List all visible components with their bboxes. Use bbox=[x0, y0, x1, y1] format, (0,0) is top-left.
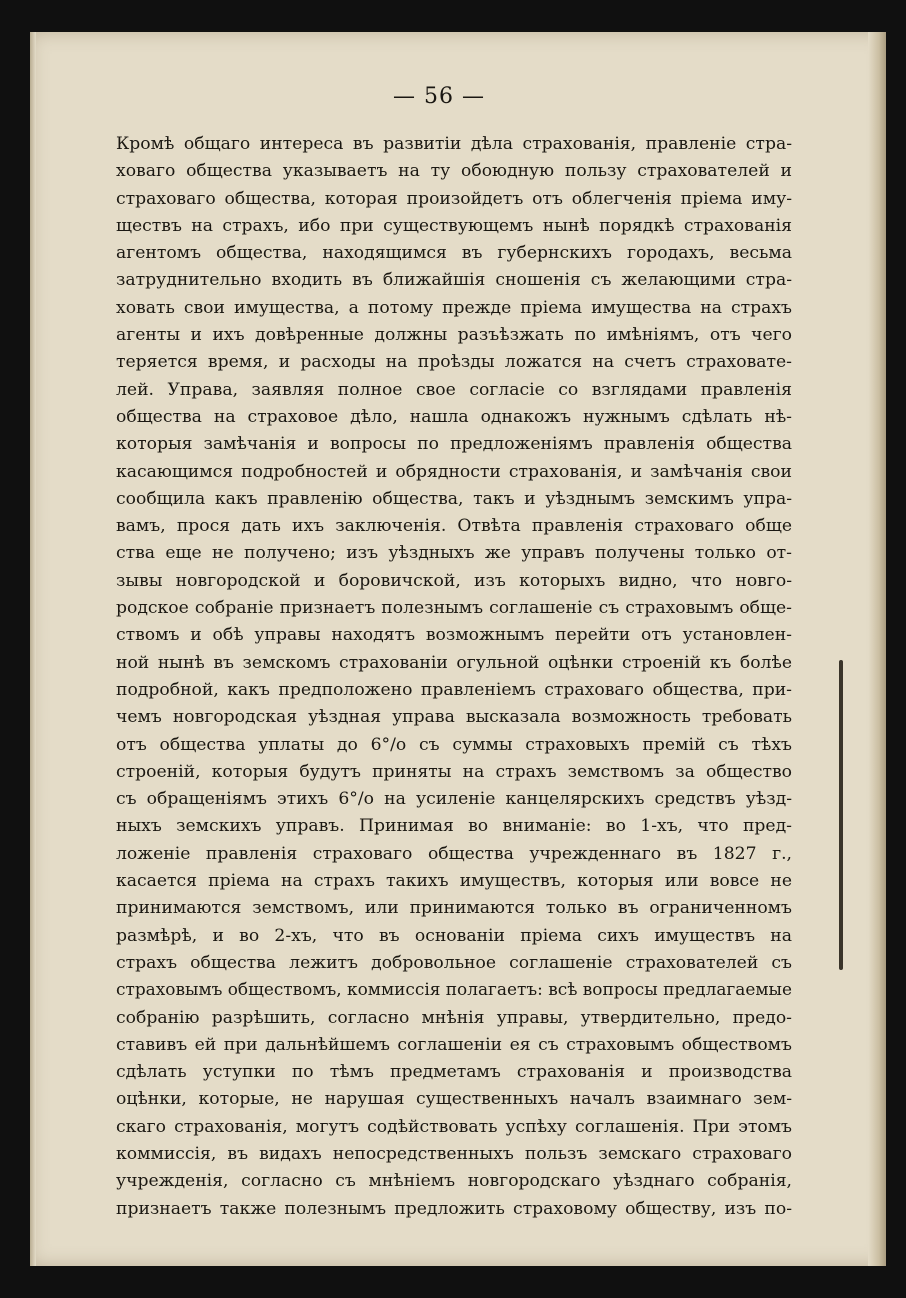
text-line: которыя замѣчанія и вопросы по предложеніямъ правленія общества bbox=[116, 434, 792, 455]
text-line: теряется время, и расходы на проѣзды ложатся на счетъ страховате- bbox=[116, 352, 792, 373]
text-line: признаетъ также полезнымъ предложить страховому обществу, изъ по- bbox=[116, 1198, 792, 1219]
text-line: касается пріема на страхъ такихъ имуществъ, которыя или вовсе не bbox=[116, 871, 792, 892]
page-gutter bbox=[868, 32, 886, 1266]
text-line: ствомъ и обѣ управы находятъ возможнымъ перейти отъ установлен- bbox=[116, 625, 792, 646]
text-line: чемъ новгородская уѣздная управа высказала возможность требовать bbox=[116, 707, 792, 728]
text-line: ной нынѣ въ земскомъ страхованіи огульной оцѣнки строеній къ болѣе bbox=[116, 652, 792, 673]
page-number: — 56 — bbox=[393, 84, 485, 109]
text-line: оцѣнки, которые, не нарушая существенныхъ началъ взаимнаго зем- bbox=[116, 1089, 792, 1110]
text-line: подробной, какъ предположено правленіемъ страховаго общества, при- bbox=[116, 679, 792, 700]
text-line: лей. Управа, заявляя полное свое согласіе со взглядами правленія bbox=[116, 379, 792, 400]
text-line: ства еще не получено; изъ уѣздныхъ же управъ получены только от- bbox=[116, 543, 792, 564]
text-line: ществъ на страхъ, ибо при существующемъ нынѣ порядкѣ страхованія bbox=[116, 215, 792, 236]
text-line: съ обращеніямъ этихъ 6°/о на усиленіе канцелярскихъ средствъ уѣзд- bbox=[116, 789, 792, 810]
text-line: принимаются земствомъ, или принимаются только въ ограниченномъ bbox=[116, 898, 792, 919]
text-line: учрежденія, согласно съ мнѣніемъ новгородскаго уѣзднаго собранія, bbox=[116, 1171, 792, 1192]
text-line: собранію разрѣшить, согласно мнѣнія управы, утвердительно, предо- bbox=[116, 1007, 792, 1028]
text-line: затруднительно входить въ ближайшія сношенія съ желающими стра- bbox=[116, 270, 792, 291]
page-edge bbox=[30, 32, 36, 1266]
text-line: агенты и ихъ довѣренные должны разъѣзжать по имѣніямъ, отъ чего bbox=[116, 325, 792, 346]
text-line: сообщила какъ правленію общества, такъ и уѣзднымъ земскимъ упра- bbox=[116, 488, 792, 509]
text-line: размѣрѣ, и во 2-хъ, что въ основаніи пріема сихъ имуществъ на bbox=[116, 925, 792, 946]
text-line: коммиссія, въ видахъ непосредственныхъ пользъ земскаго страховаго bbox=[116, 1143, 792, 1164]
text-line: Кромѣ общаго интереса въ развитіи дѣла страхованія, правленіе стра- bbox=[116, 134, 792, 154]
text-line: строеній, которыя будутъ приняты на страхъ земствомъ за общество bbox=[116, 761, 792, 782]
binding-mark bbox=[839, 660, 843, 970]
text-line: ховаго общества указываетъ на ту обоюдную пользу страхователей и bbox=[116, 161, 792, 182]
text-line: вамъ, прося дать ихъ заключенія. Отвѣта правленія страховаго обще bbox=[116, 516, 792, 537]
text-line: страховаго общества, которая произойдетъ отъ облегченія пріема иму- bbox=[116, 188, 792, 209]
body-text bbox=[116, 131, 792, 1223]
text-line: отъ общества уплаты до 6°/о съ суммы страховыхъ премій съ тѣхъ bbox=[116, 734, 792, 755]
text-line: общества на страховое дѣло, нашла однакожъ нужнымъ сдѣлать нѣ- bbox=[116, 406, 792, 427]
text-line: ховать свои имущества, а потому прежде пріема имущества на страхъ bbox=[116, 297, 792, 318]
text-line: зывы новгородской и боровичской, изъ которыхъ видно, что новго- bbox=[116, 570, 792, 591]
text-line: сдѣлать уступки по тѣмъ предметамъ страхованія и производства bbox=[116, 1062, 792, 1083]
text-line: агентомъ общества, находящимся въ губернскихъ городахъ, весьма bbox=[116, 243, 792, 264]
text-line: страховымъ обществомъ, коммиссія полагаетъ: всѣ вопросы предлагаемые bbox=[116, 980, 792, 1001]
text-line: касающимся подробностей и обрядности страхованія, и замѣчанія свои bbox=[116, 461, 792, 482]
text-line: ставивъ ей при дальнѣйшемъ соглашеніи ея съ страховымъ обществомъ bbox=[116, 1034, 792, 1055]
text-line: ложеніе правленія страховаго общества учрежденнаго въ 1827 г., bbox=[116, 843, 792, 864]
text-line: родское собраніе признаетъ полезнымъ соглашеніе съ страховымъ обще- bbox=[116, 598, 792, 619]
text-line: скаго страхованія, могутъ содѣйствовать успѣху соглашенія. При этомъ bbox=[116, 1116, 792, 1137]
text-line: страхъ общества лежитъ добровольное соглашеніе страхователей съ bbox=[116, 952, 792, 973]
text-line: ныхъ земскихъ управъ. Принимая во вниманіе: во 1-хъ, что пред- bbox=[116, 816, 792, 837]
